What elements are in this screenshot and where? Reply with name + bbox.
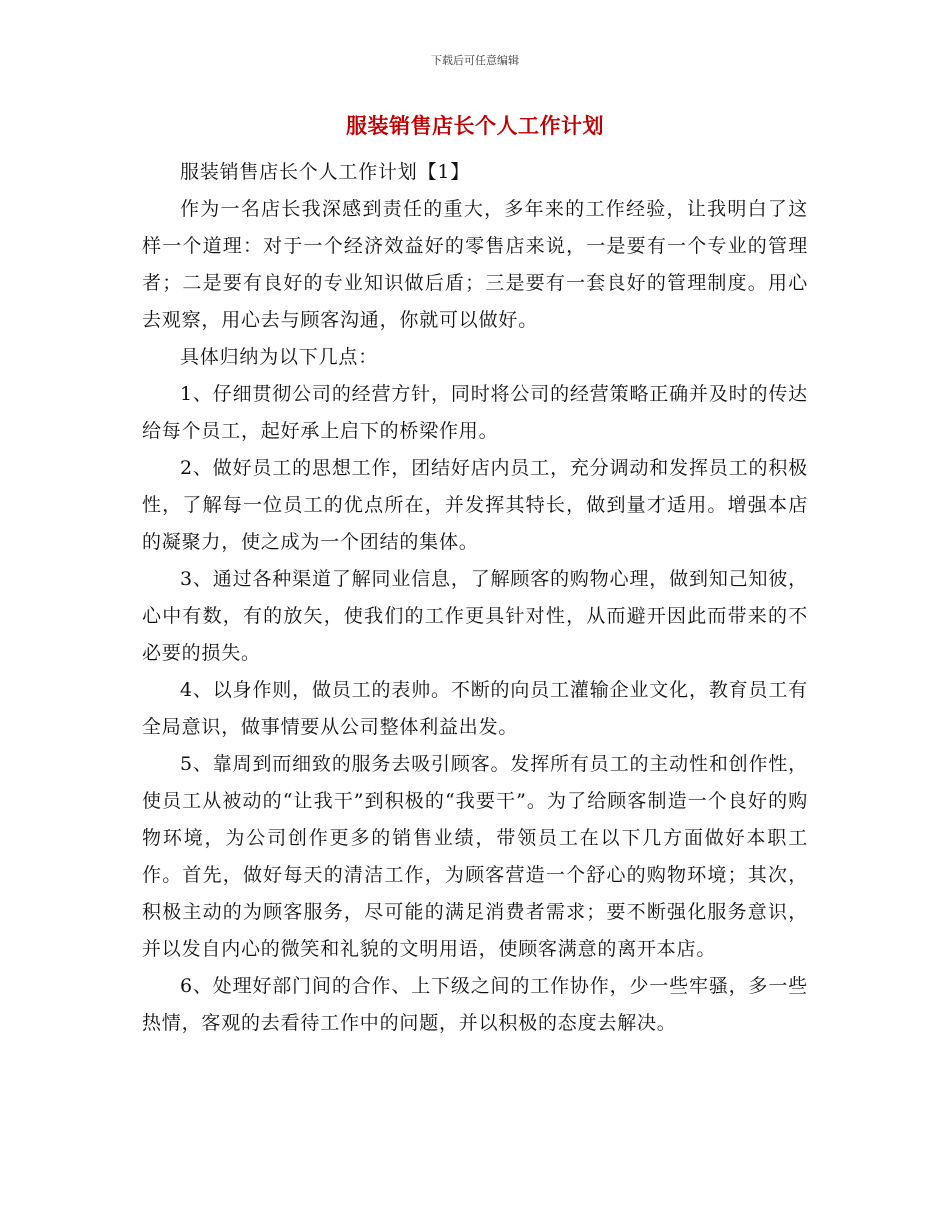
paragraph-point-2: 2、做好员工的思想工作，团结好店内员工，充分调动和发挥员工的积极性，了解每一位员工的优点所在，并发挥其特长，做到量才适用。增强本店的凝聚力，使之成为一个团结的集体。 — [142, 457, 808, 553]
document-title: 服装销售店长个人工作计划 — [346, 114, 604, 138]
paragraph-point-5: 5、靠周到而细致的服务去吸引顾客。发挥所有员工的主动性和创作性，使员工从被动的“让我干”到积极的“我要干”。为了给顾客制造一个良好的购物环境，为公司创作更多的销售业绩，带领员工在以下几方面做好本职工作。首先，做好每天的清洁工作，为顾客营造一个舒心的购物环境；其次，积极主动的为顾客服务，尽可能的满足消费者需求；要不断强化服务意识，并以发自内心的微笑和礼貌的文明用语，使顾客满意的离开本店。 — [142, 753, 808, 960]
page-header-note: 下载后可任意编辑 — [431, 54, 519, 67]
document-body — [142, 154, 808, 1042]
paragraph-summary-lead: 具体归纳为以下几点： — [180, 346, 379, 368]
paragraph-point-3: 3、通过各种渠道了解同业信息，了解顾客的购物心理，做到知己知彼，心中有数，有的放矢，使我们的工作更具针对性，从而避开因此而带来的不必要的损失。 — [142, 568, 808, 664]
paragraph-subtitle: 服装销售店长个人工作计划【1】 — [180, 161, 471, 183]
paragraph-point-6: 6、处理好部门间的合作、上下级之间的工作协作，少一些牢骚，多一些热情，客观的去看待工作中的问题，并以积极的态度去解决。 — [142, 975, 808, 1034]
paragraph-intro: 作为一名店长我深感到责任的重大，多年来的工作经验，让我明白了这样一个道理：对于一个经济效益好的零售店来说，一是要有一个专业的管理者；二是要有良好的专业知识做后盾；三是要有一套良好的管理制度。用心去观察，用心去与顾客沟通，你就可以做好。 — [142, 198, 808, 331]
paragraph-point-1: 1、仔细贯彻公司的经营方针，同时将公司的经营策略正确并及时的传达给每个员工，起好承上启下的桥梁作用。 — [142, 383, 808, 442]
paragraph-point-4: 4、以身作则，做员工的表帅。不断的向员工灌输企业文化，教育员工有全局意识，做事情要从公司整体利益出发。 — [142, 679, 808, 738]
